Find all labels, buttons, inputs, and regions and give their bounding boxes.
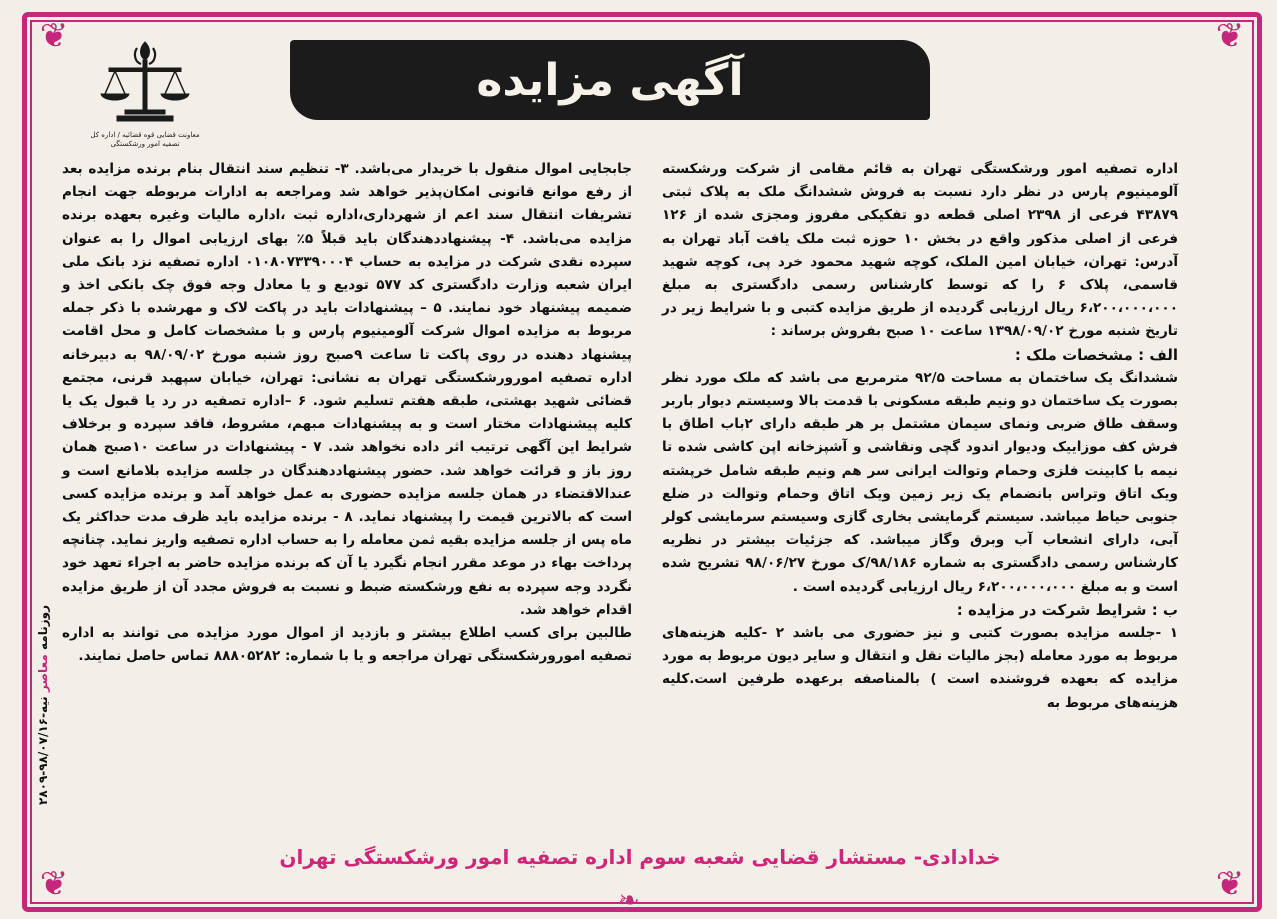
section-b-body: ۱ -جلسه مزایده بصورت کتبی و نیز حضوری می باشد ۲ -کلیه هزینه‌های مربوط به مورد معامله (بجز مالیات نقل و انتقال و سایر دیون مربوط به مورد مزایده که بعهده فروشنده است ) بالمناصفه برعهده طرفین است.کلیه هزینه‌های مربوط به <box>662 625 1178 711</box>
corner-ornament-icon: ❦ <box>1215 16 1245 56</box>
corner-ornament-icon: ❦ <box>39 16 69 56</box>
page-title: آگهی مزایده <box>476 54 744 106</box>
section-b-title: ب : شرایط شرکت در مزایده : <box>956 600 1178 619</box>
right-column <box>662 158 1178 715</box>
intro-paragraph <box>662 158 1178 344</box>
closing-paragraph: طالبین برای کسب اطلاع بیشتر و بازدید از اموال مورد مزایده می توانند به اداره تصفیه امورورشکستگی تهران مراجعه و یا با شماره: ۸۸۸۰۵۲۸۲ تماس حاصل نمایند. <box>62 625 632 665</box>
newspaper-name: معاصر <box>36 654 50 693</box>
emblem-caption: معاونت قضایی قوه قضائیه / اداره کل تصفیه امور ورشکستگی <box>90 131 200 148</box>
scales-of-justice-icon <box>95 38 195 130</box>
section-a-body: ششدانگ یک ساختمان به مساحت ۹۲/۵ مترمربع می باشد که ملک مورد نظر بصورت یک ساختمان دو ونیم طبقه مسکونی با قدمت بالا وسیستم دیوار باربر وسقف طاق ضربی ونمای سیمان مشتمل بر هر طبقه دارای ۲باب اطاق با فرش کف موزاییک ودیوار اندود گچی ونقاشی و آشپزخانه اپن کاشی شده تا نیمه با کابینت فلزی وحمام وتوالت ایرانی سر هم ونیم طبقه شامل خرپشته ویک اتاق وتراس بانضمام یک زیر زمین ویک اتاق وحمام وتوالت در ضلع جنوبی حیاط میباشد. سیستم گرمایشی بخاری گازی وسیستم سرمایشی کولر آبی، دارای انشعاب آب وبرق وگاز میباشد. که جزئیات بیشتر در نظریه کارشناس رسمی دادگستری به شماره ۹۸/۱۸۶/ک مورخ ۹۸/۰۶/۲۷ تشریح شده است و به مبلغ ۶،۲۰۰،۰۰۰،۰۰۰ ریال ارزیابی گردیده است . <box>662 369 1179 595</box>
left-column <box>62 158 632 668</box>
bottom-ornament-icon: ❧ <box>618 886 640 916</box>
corner-ornament-icon: ❦ <box>39 864 69 904</box>
conditions-body: جابجایی اموال منقول با خریدار می‌باشد. ۳- تنظیم سند انتقال بنام برنده مزایده بعد از رفع موانع قانونی امکان‌پذیر خواهد شد ومراجعه به ادارات مربوطه جهت انجام تشریفات انتقال سند اعم از شهرداری،اداره ثبت ،اداره مالیات وغیره بعهده برنده مزایده می‌باشد. ۴- پیشنهاددهندگان باید قبلاً ۵٪ بهای ارزیابی اموال را به عنوان سپرده نقدی شرکت در مزایده به حساب ۰۱۰۸۰۷۳۳۹۰۰۰۴ اداره تصفیه نزد بانک ملی ایران شعبه وزارت دادگستری کد ۵۷۷ تودیع و یا معادل وجه فوق چک بانکی اخذ و ضمیمه پیشنهاد خود نمایند. ۵ – پیشنهادات باید در پاکت لاک و مهرشده با ذکر جمله مربوط به مزایده اموال شرکت آلومینیوم پارس و با مشخصات کامل و محل اقامت پیشنهاد دهنده در روی پاکت تا ساعت ۹صبح روز شنبه مورخ ۹۸/۰۹/۰۲ به دبیرخانه اداره تصفیه امورورشکستگی تهران به نشانی: تهران، خیابان سپهبد قرنی، مجتمع قضائی شهید بهشتی، طبقه هفتم تسلیم شود. ۶ –اداره تصفیه در رد یا قبول یک یا کلیه پیشنهادات مختار است و به پیشنهادات مبهم، مشروط، فاقد سپرده و برخلاف شرایط این آگهی ترتیب اثر داده نخواهد شد. ۷ - پیشنهادات در ساعت ۱۰صبح همان روز باز و قرائت خواهد شد. حضور پیشنهاددهندگان در جلسه مزایده بلامانع است و عندالاقتضاء در همان جلسه مزایده حضوری به عمل خواهد آمد و برنده مزایده کسی است که بالاترین قیمت را پیشنهاد نماید. ۸ - برنده مزایده باید ظرف مدت حداکثر یک ماه پس از جلسه مزایده بقیه ثمن معامله را به حساب اداره تصفیه واریز نماید. چنانچه پرداخت بهاء در موعد مقرر انجام نگیرد یا آن که برنده مزایده حاضر به اجراء تعهد خود نگردد وجه سپرده به نفع ورشکسته ضبط و نسبت به فروش مجدد آن از طریق مزایده اقدام خواهد شد. <box>62 161 633 618</box>
newspaper-date-stamp <box>32 520 54 890</box>
judiciary-emblem <box>90 38 200 150</box>
title-banner <box>290 40 930 120</box>
intro-organization: اداره تصفیه امور ورشکستگی تهران <box>923 161 1179 177</box>
signature-footer: خدادادی- مستشار قضایی شعبه سوم اداره تصفیه امور ورشکستگی تهران <box>279 845 1001 869</box>
section-a-title: الف : مشخصات ملک : <box>1014 345 1178 364</box>
corner-ornament-icon: ❦ <box>1215 864 1245 904</box>
newspaper-label: روزنامه <box>36 605 50 651</box>
intro-text: به قائم مقامی از شرکت ورشکسته آلومینیوم پارس در نظر دارد نسبت به فروش ششدانگ ملک به پلاک ثبتی ۴۳۸۷۹ فرعی از ۲۳۹۸ اصلی قطعه دو تفکیکی مفروز ومجزی شده از ۱۲۶ فرعی از اصلی مذکور واقع در بخش ۱۰ حوزه ثبت ملک یافت آباد تهران به آدرس: تهران، خیابان امین الملک، کوچه شهید محمود خرد پی، کوچه شهید قاسمی، پلاک ۶ را که توسط کارشناس رسمی دادگستری به مبلغ ۶،۲۰۰،۰۰۰،۰۰۰ ریال ارزیابی گردیده از طریق مزایده کتبی و با شرایط زیر در تاریخ شنبه مورخ ۱۳۹۸/۰۹/۰۲ ساعت ۱۰ صبح بفروش برساند : <box>662 161 1179 340</box>
issue-code: نیه-۹۸/۰۷/۱۶-۲۸۰۹ <box>36 696 50 805</box>
